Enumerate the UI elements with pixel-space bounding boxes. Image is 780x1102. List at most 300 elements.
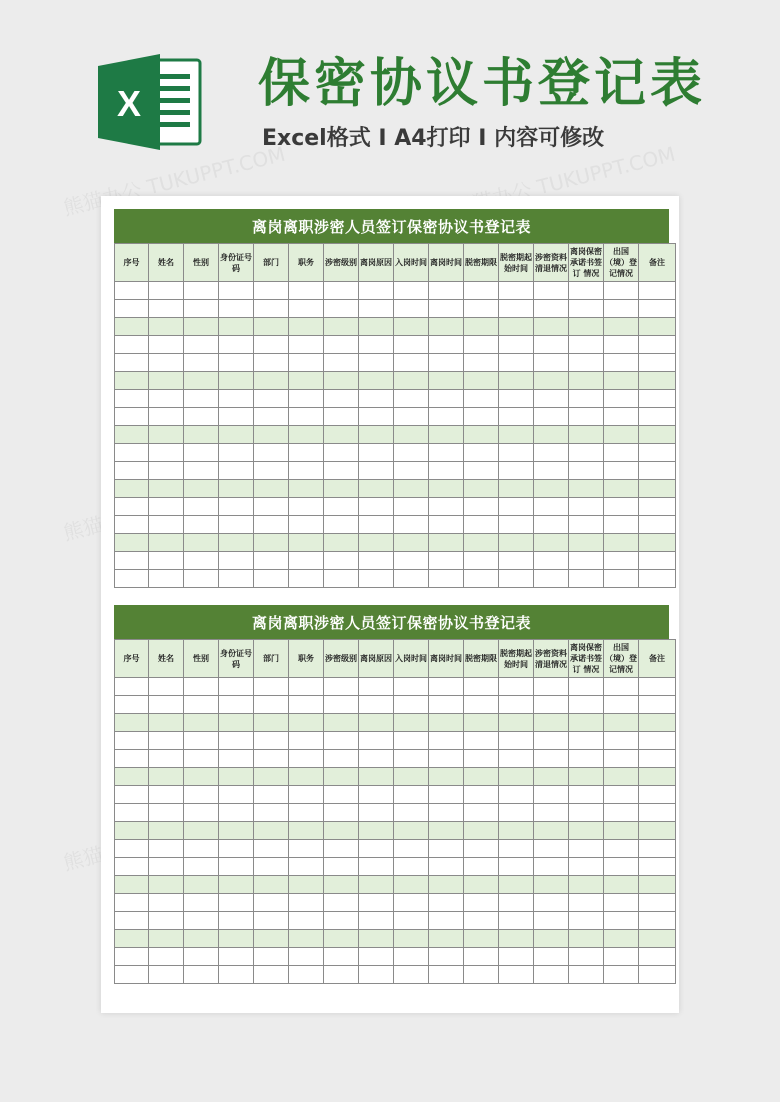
table-cell[interactable] (219, 732, 254, 750)
table-cell[interactable] (254, 732, 289, 750)
table-cell[interactable] (289, 912, 324, 930)
table-cell[interactable] (394, 516, 429, 534)
table-cell[interactable] (115, 966, 149, 984)
table-cell[interactable] (429, 786, 464, 804)
table-cell[interactable] (464, 462, 499, 480)
table-cell[interactable] (324, 300, 359, 318)
table-cell[interactable] (254, 516, 289, 534)
table-cell[interactable] (394, 894, 429, 912)
table-cell[interactable] (394, 570, 429, 588)
table-cell[interactable] (289, 678, 324, 696)
table-cell[interactable] (289, 408, 324, 426)
table-cell[interactable] (115, 750, 149, 768)
table-cell[interactable] (254, 480, 289, 498)
table-cell[interactable] (534, 948, 569, 966)
table-cell[interactable] (184, 354, 219, 372)
table-cell[interactable] (464, 354, 499, 372)
table-cell[interactable] (464, 912, 499, 930)
table-cell[interactable] (149, 534, 184, 552)
table-cell[interactable] (324, 480, 359, 498)
table-cell[interactable] (184, 732, 219, 750)
table-cell[interactable] (639, 282, 676, 300)
table-cell[interactable] (219, 372, 254, 390)
table-cell[interactable] (289, 732, 324, 750)
table-cell[interactable] (604, 408, 639, 426)
table-cell[interactable] (219, 552, 254, 570)
table-cell[interactable] (184, 768, 219, 786)
table-cell[interactable] (115, 786, 149, 804)
table-cell[interactable] (149, 444, 184, 462)
table-cell[interactable] (219, 480, 254, 498)
table-cell[interactable] (324, 786, 359, 804)
table-cell[interactable] (289, 876, 324, 894)
table-cell[interactable] (569, 570, 604, 588)
table-cell[interactable] (569, 768, 604, 786)
table-cell[interactable] (429, 462, 464, 480)
table-cell[interactable] (604, 498, 639, 516)
table-cell[interactable] (115, 894, 149, 912)
table-cell[interactable] (394, 876, 429, 894)
table-cell[interactable] (184, 714, 219, 732)
table-cell[interactable] (464, 750, 499, 768)
table-cell[interactable] (219, 462, 254, 480)
table-cell[interactable] (534, 786, 569, 804)
table-cell[interactable] (219, 516, 254, 534)
table-cell[interactable] (534, 804, 569, 822)
table-cell[interactable] (289, 318, 324, 336)
table-cell[interactable] (604, 948, 639, 966)
table-cell[interactable] (254, 750, 289, 768)
table-cell[interactable] (324, 318, 359, 336)
table-cell[interactable] (639, 840, 676, 858)
table-cell[interactable] (254, 390, 289, 408)
table-cell[interactable] (115, 858, 149, 876)
table-cell[interactable] (639, 408, 676, 426)
table-cell[interactable] (115, 732, 149, 750)
table-cell[interactable] (499, 966, 534, 984)
table-cell[interactable] (499, 480, 534, 498)
table-cell[interactable] (359, 768, 394, 786)
table-cell[interactable] (254, 912, 289, 930)
table-cell[interactable] (115, 372, 149, 390)
table-cell[interactable] (289, 426, 324, 444)
table-cell[interactable] (639, 930, 676, 948)
table-cell[interactable] (289, 822, 324, 840)
table-cell[interactable] (219, 768, 254, 786)
table-cell[interactable] (499, 714, 534, 732)
table-cell[interactable] (499, 354, 534, 372)
table-cell[interactable] (639, 336, 676, 354)
table-cell[interactable] (219, 948, 254, 966)
table-cell[interactable] (115, 912, 149, 930)
table-cell[interactable] (499, 462, 534, 480)
table-cell[interactable] (149, 678, 184, 696)
table-cell[interactable] (394, 804, 429, 822)
table-cell[interactable] (219, 678, 254, 696)
table-cell[interactable] (429, 354, 464, 372)
table-cell[interactable] (394, 858, 429, 876)
table-cell[interactable] (394, 732, 429, 750)
table-cell[interactable] (639, 570, 676, 588)
table-cell[interactable] (429, 840, 464, 858)
table-cell[interactable] (289, 804, 324, 822)
table-cell[interactable] (394, 750, 429, 768)
table-cell[interactable] (429, 894, 464, 912)
table-cell[interactable] (184, 822, 219, 840)
table-cell[interactable] (604, 714, 639, 732)
table-cell[interactable] (289, 552, 324, 570)
table-cell[interactable] (359, 336, 394, 354)
table-cell[interactable] (429, 876, 464, 894)
table-cell[interactable] (639, 480, 676, 498)
table-cell[interactable] (115, 930, 149, 948)
table-cell[interactable] (149, 732, 184, 750)
table-cell[interactable] (359, 822, 394, 840)
table-cell[interactable] (359, 516, 394, 534)
table-cell[interactable] (149, 282, 184, 300)
table-cell[interactable] (254, 534, 289, 552)
table-cell[interactable] (149, 894, 184, 912)
table-cell[interactable] (464, 444, 499, 462)
table-cell[interactable] (499, 282, 534, 300)
table-cell[interactable] (569, 516, 604, 534)
table-cell[interactable] (394, 966, 429, 984)
table-cell[interactable] (289, 948, 324, 966)
table-cell[interactable] (534, 678, 569, 696)
table-cell[interactable] (499, 696, 534, 714)
table-cell[interactable] (115, 498, 149, 516)
table-cell[interactable] (429, 732, 464, 750)
table-cell[interactable] (115, 840, 149, 858)
table-cell[interactable] (219, 930, 254, 948)
table-cell[interactable] (429, 408, 464, 426)
table-cell[interactable] (184, 804, 219, 822)
table-cell[interactable] (254, 354, 289, 372)
table-cell[interactable] (219, 966, 254, 984)
table-cell[interactable] (604, 390, 639, 408)
table-cell[interactable] (464, 804, 499, 822)
table-cell[interactable] (149, 498, 184, 516)
table-cell[interactable] (534, 498, 569, 516)
table-cell[interactable] (219, 336, 254, 354)
table-cell[interactable] (534, 516, 569, 534)
table-cell[interactable] (149, 318, 184, 336)
table-cell[interactable] (254, 930, 289, 948)
table-cell[interactable] (429, 678, 464, 696)
table-cell[interactable] (569, 678, 604, 696)
table-cell[interactable] (254, 444, 289, 462)
table-cell[interactable] (219, 912, 254, 930)
table-cell[interactable] (604, 534, 639, 552)
table-cell[interactable] (289, 570, 324, 588)
table-cell[interactable] (184, 408, 219, 426)
table-cell[interactable] (639, 372, 676, 390)
table-cell[interactable] (639, 768, 676, 786)
table-cell[interactable] (115, 318, 149, 336)
table-cell[interactable] (394, 768, 429, 786)
table-cell[interactable] (184, 498, 219, 516)
table-cell[interactable] (324, 714, 359, 732)
table-cell[interactable] (184, 696, 219, 714)
table-cell[interactable] (149, 516, 184, 534)
table-cell[interactable] (534, 966, 569, 984)
table-cell[interactable] (499, 570, 534, 588)
table-cell[interactable] (115, 444, 149, 462)
table-cell[interactable] (149, 552, 184, 570)
table-cell[interactable] (569, 354, 604, 372)
table-cell[interactable] (324, 372, 359, 390)
table-cell[interactable] (149, 822, 184, 840)
table-cell[interactable] (429, 498, 464, 516)
table-cell[interactable] (219, 840, 254, 858)
table-cell[interactable] (604, 876, 639, 894)
table-cell[interactable] (254, 318, 289, 336)
table-cell[interactable] (394, 408, 429, 426)
table-cell[interactable] (464, 876, 499, 894)
table-cell[interactable] (429, 696, 464, 714)
table-cell[interactable] (604, 750, 639, 768)
table-cell[interactable] (499, 426, 534, 444)
table-cell[interactable] (149, 840, 184, 858)
table-cell[interactable] (115, 480, 149, 498)
table-cell[interactable] (149, 300, 184, 318)
table-cell[interactable] (464, 480, 499, 498)
table-cell[interactable] (184, 912, 219, 930)
table-cell[interactable] (639, 552, 676, 570)
table-cell[interactable] (115, 282, 149, 300)
table-cell[interactable] (184, 300, 219, 318)
table-cell[interactable] (289, 894, 324, 912)
table-cell[interactable] (289, 516, 324, 534)
table-cell[interactable] (254, 804, 289, 822)
table-cell[interactable] (289, 750, 324, 768)
table-cell[interactable] (394, 462, 429, 480)
table-cell[interactable] (115, 534, 149, 552)
table-cell[interactable] (115, 768, 149, 786)
table-cell[interactable] (184, 876, 219, 894)
table-cell[interactable] (219, 300, 254, 318)
table-cell[interactable] (464, 570, 499, 588)
table-cell[interactable] (219, 858, 254, 876)
table-cell[interactable] (219, 426, 254, 444)
table-cell[interactable] (324, 426, 359, 444)
table-cell[interactable] (394, 840, 429, 858)
table-cell[interactable] (499, 876, 534, 894)
table-cell[interactable] (534, 282, 569, 300)
table-cell[interactable] (219, 390, 254, 408)
table-cell[interactable] (359, 804, 394, 822)
table-cell[interactable] (149, 354, 184, 372)
table-cell[interactable] (534, 552, 569, 570)
table-cell[interactable] (429, 822, 464, 840)
table-cell[interactable] (394, 498, 429, 516)
table-cell[interactable] (324, 858, 359, 876)
table-cell[interactable] (534, 912, 569, 930)
table-cell[interactable] (499, 768, 534, 786)
table-cell[interactable] (534, 300, 569, 318)
table-cell[interactable] (534, 714, 569, 732)
table-cell[interactable] (499, 300, 534, 318)
table-cell[interactable] (359, 750, 394, 768)
table-cell[interactable] (149, 426, 184, 444)
table-cell[interactable] (639, 354, 676, 372)
table-cell[interactable] (604, 732, 639, 750)
table-cell[interactable] (604, 930, 639, 948)
table-cell[interactable] (219, 282, 254, 300)
table-cell[interactable] (464, 408, 499, 426)
table-cell[interactable] (464, 300, 499, 318)
table-cell[interactable] (499, 390, 534, 408)
table-cell[interactable] (639, 390, 676, 408)
table-cell[interactable] (359, 426, 394, 444)
table-cell[interactable] (289, 282, 324, 300)
table-cell[interactable] (639, 714, 676, 732)
table-cell[interactable] (394, 912, 429, 930)
table-cell[interactable] (394, 336, 429, 354)
table-cell[interactable] (219, 804, 254, 822)
table-cell[interactable] (569, 912, 604, 930)
table-cell[interactable] (534, 444, 569, 462)
table-cell[interactable] (254, 876, 289, 894)
table-cell[interactable] (394, 552, 429, 570)
table-cell[interactable] (324, 822, 359, 840)
table-cell[interactable] (394, 678, 429, 696)
table-cell[interactable] (604, 300, 639, 318)
table-cell[interactable] (604, 894, 639, 912)
table-cell[interactable] (534, 840, 569, 858)
table-cell[interactable] (219, 570, 254, 588)
table-cell[interactable] (464, 858, 499, 876)
table-cell[interactable] (324, 336, 359, 354)
table-cell[interactable] (429, 426, 464, 444)
table-cell[interactable] (394, 390, 429, 408)
table-cell[interactable] (429, 930, 464, 948)
table-cell[interactable] (429, 552, 464, 570)
table-cell[interactable] (359, 480, 394, 498)
table-cell[interactable] (569, 498, 604, 516)
table-cell[interactable] (569, 750, 604, 768)
table-cell[interactable] (569, 858, 604, 876)
table-cell[interactable] (359, 930, 394, 948)
table-cell[interactable] (604, 804, 639, 822)
table-cell[interactable] (149, 408, 184, 426)
table-cell[interactable] (499, 858, 534, 876)
table-cell[interactable] (254, 840, 289, 858)
table-cell[interactable] (289, 858, 324, 876)
table-cell[interactable] (569, 804, 604, 822)
table-cell[interactable] (569, 840, 604, 858)
table-cell[interactable] (324, 930, 359, 948)
table-cell[interactable] (184, 930, 219, 948)
table-cell[interactable] (464, 786, 499, 804)
table-cell[interactable] (324, 894, 359, 912)
table-cell[interactable] (464, 390, 499, 408)
table-cell[interactable] (324, 876, 359, 894)
table-cell[interactable] (394, 822, 429, 840)
table-cell[interactable] (149, 390, 184, 408)
table-cell[interactable] (324, 462, 359, 480)
table-cell[interactable] (289, 840, 324, 858)
table-cell[interactable] (604, 678, 639, 696)
table-cell[interactable] (464, 498, 499, 516)
table-cell[interactable] (639, 444, 676, 462)
table-cell[interactable] (254, 678, 289, 696)
table-cell[interactable] (219, 786, 254, 804)
table-cell[interactable] (429, 390, 464, 408)
table-cell[interactable] (534, 570, 569, 588)
table-cell[interactable] (569, 696, 604, 714)
table-cell[interactable] (499, 912, 534, 930)
table-cell[interactable] (429, 300, 464, 318)
table-cell[interactable] (604, 444, 639, 462)
table-cell[interactable] (219, 894, 254, 912)
table-cell[interactable] (464, 678, 499, 696)
table-cell[interactable] (115, 876, 149, 894)
table-cell[interactable] (289, 354, 324, 372)
table-cell[interactable] (569, 372, 604, 390)
table-cell[interactable] (254, 858, 289, 876)
table-cell[interactable] (184, 570, 219, 588)
table-cell[interactable] (569, 732, 604, 750)
table-cell[interactable] (324, 768, 359, 786)
table-cell[interactable] (534, 768, 569, 786)
table-cell[interactable] (289, 714, 324, 732)
table-cell[interactable] (324, 570, 359, 588)
table-cell[interactable] (569, 480, 604, 498)
table-cell[interactable] (464, 696, 499, 714)
table-cell[interactable] (359, 912, 394, 930)
table-cell[interactable] (639, 462, 676, 480)
table-cell[interactable] (429, 714, 464, 732)
table-cell[interactable] (429, 336, 464, 354)
table-cell[interactable] (534, 426, 569, 444)
table-cell[interactable] (359, 948, 394, 966)
table-cell[interactable] (534, 462, 569, 480)
table-cell[interactable] (464, 894, 499, 912)
table-cell[interactable] (604, 786, 639, 804)
table-cell[interactable] (219, 354, 254, 372)
table-cell[interactable] (254, 966, 289, 984)
table-cell[interactable] (359, 390, 394, 408)
table-cell[interactable] (324, 282, 359, 300)
table-cell[interactable] (115, 390, 149, 408)
table-cell[interactable] (569, 444, 604, 462)
table-cell[interactable] (604, 966, 639, 984)
table-cell[interactable] (534, 534, 569, 552)
table-cell[interactable] (534, 354, 569, 372)
table-cell[interactable] (254, 372, 289, 390)
table-cell[interactable] (324, 552, 359, 570)
table-cell[interactable] (394, 930, 429, 948)
table-cell[interactable] (534, 750, 569, 768)
table-cell[interactable] (639, 534, 676, 552)
table-cell[interactable] (324, 408, 359, 426)
table-cell[interactable] (429, 966, 464, 984)
table-cell[interactable] (394, 300, 429, 318)
table-cell[interactable] (604, 768, 639, 786)
table-cell[interactable] (254, 408, 289, 426)
table-cell[interactable] (289, 534, 324, 552)
table-cell[interactable] (184, 552, 219, 570)
table-cell[interactable] (324, 804, 359, 822)
table-cell[interactable] (359, 840, 394, 858)
table-cell[interactable] (324, 516, 359, 534)
table-cell[interactable] (394, 354, 429, 372)
table-cell[interactable] (184, 444, 219, 462)
table-cell[interactable] (464, 318, 499, 336)
table-cell[interactable] (499, 372, 534, 390)
table-cell[interactable] (604, 462, 639, 480)
